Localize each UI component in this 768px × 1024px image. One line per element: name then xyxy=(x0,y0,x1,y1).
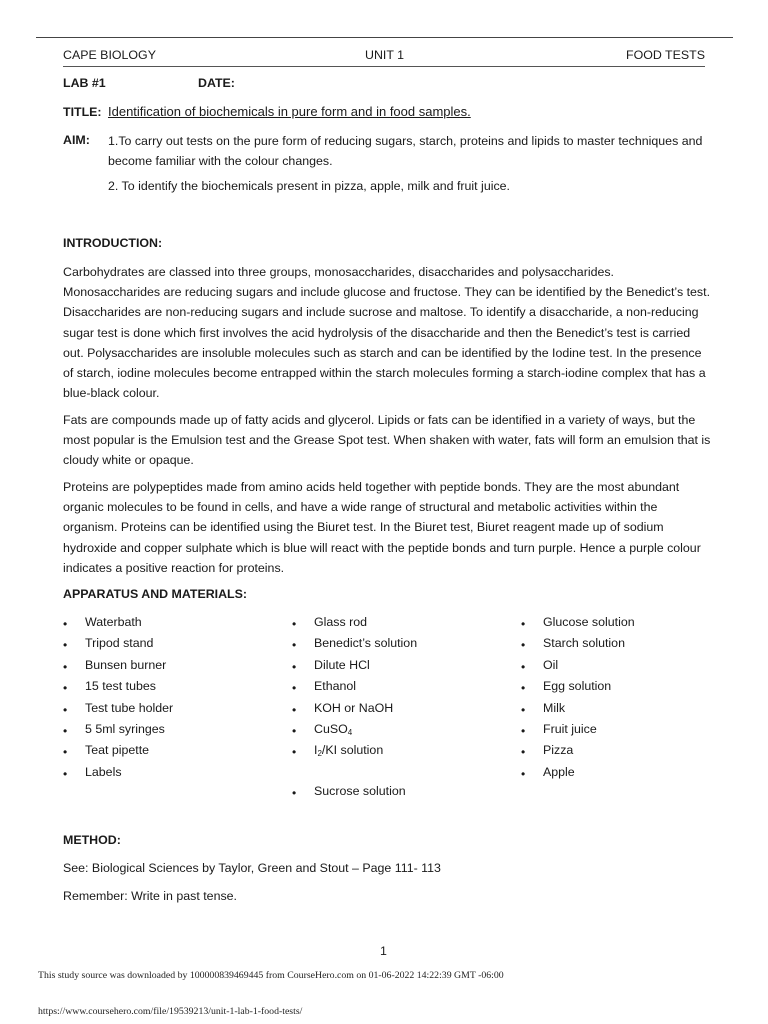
cuso4-subscript: 4 xyxy=(347,727,353,737)
list-item-label: Ethanol xyxy=(314,679,357,694)
list-item-label: Starch solution xyxy=(543,636,625,651)
list-item xyxy=(63,676,173,697)
bullet: • xyxy=(521,702,526,717)
list-item-label: Test tube holder xyxy=(85,700,174,715)
list-item xyxy=(521,612,635,633)
list-item xyxy=(292,740,417,761)
list-item xyxy=(63,655,173,676)
list-item xyxy=(63,633,173,654)
introduction-heading: INTRODUCTION: xyxy=(63,236,163,250)
method-reminder: Remember: Write in past tense. xyxy=(63,889,237,903)
list-item xyxy=(292,698,417,719)
bullet: • xyxy=(521,766,526,781)
bullet: • xyxy=(521,745,526,760)
list-item-label: Labels xyxy=(85,764,122,779)
intro-paragraph-carbohydrates: Carbohydrates are classed into three groups, monosaccharides, disaccharides and polysaccharides. Monosaccharides are reducing sugars and include glucose and fructose. They can be identified by the Benedict’s test. Disaccharides are non-reducing sugars and include sucrose and maltose. To identify a disaccharide, a non-reducing sugar test is done which first involves the acid hydrolysis of the disaccharide and then the Benedict’s test is carried out. Polysaccharides are insoluble molecules such as starch and can be identified by the Iodine test. In the presence of starch, iodine molecules become entrapped within the starch molecules forming a starch-iodine complex that has a blue-black colour. xyxy=(63,265,711,401)
bullet: • xyxy=(63,702,68,717)
bullet: • xyxy=(292,723,297,738)
list-item xyxy=(521,698,635,719)
bullet: • xyxy=(63,745,68,760)
bullet: • xyxy=(63,638,68,653)
list-item-label: Waterbath xyxy=(85,615,142,629)
bullet: • xyxy=(292,681,297,696)
list-item-label: Bunsen burner xyxy=(85,657,167,672)
intro-paragraph-fats: Fats are compounds made up of fatty acids and glycerol. Lipids or fats can be identified in a variety of ways, but the most popular is the Emulsion test and the Grease Spot test. When shaken with water, fats will form an emulsion that is cloudy white or opaque. xyxy=(63,413,711,468)
list-item xyxy=(521,762,635,783)
list-item-label: Teat pipette xyxy=(85,743,150,758)
list-item-label: Pizza xyxy=(543,743,574,758)
list-item-label: Benedict’s solution xyxy=(314,636,418,651)
list-item-label: Apple xyxy=(543,764,575,779)
list-item-label: Glucose solution xyxy=(543,615,635,629)
list-item-label xyxy=(314,722,352,736)
list-item xyxy=(63,740,173,761)
list-item-label: Glass rod xyxy=(314,615,368,629)
apparatus-list-col2 xyxy=(292,612,417,803)
apparatus-list-col3 xyxy=(521,612,635,783)
aim-label: AIM: xyxy=(63,133,90,147)
list-item-label: KOH or NaOH xyxy=(314,700,394,715)
list-item xyxy=(292,633,417,654)
list-item-label: Sucrose solution xyxy=(314,784,406,799)
intro-paragraph-proteins: Proteins are polypeptides made from amino acids held together with peptide bonds. They are the most abundant organic molecules to be found in cells, and have a wide range of structural and metabolic activities within the organism. Proteins can be identified using the Biuret test. In the Biuret test, Biuret reagent made up of sodium hydroxide and copper sulphate which is blue will react with the peptide bonds and turn purple. Hence a purple colour indicates a positive reaction for proteins. xyxy=(63,480,701,575)
page-header xyxy=(63,48,705,67)
bullet: • xyxy=(63,766,68,781)
iki-pre: I xyxy=(314,743,318,758)
bullet: • xyxy=(521,638,526,653)
list-item-label: 5 5ml syringes xyxy=(85,721,165,736)
bullet: • xyxy=(292,638,297,653)
bullet: • xyxy=(63,723,68,738)
list-item-label xyxy=(314,743,383,757)
list-item xyxy=(521,655,635,676)
list-item-spacer xyxy=(292,762,417,783)
iki-post: /KI solution xyxy=(321,743,384,758)
bullet: • xyxy=(292,659,297,674)
bullet: • xyxy=(63,659,68,674)
list-item-label: Dilute HCl xyxy=(314,657,370,672)
bullet: • xyxy=(521,681,526,696)
list-item xyxy=(292,781,417,802)
top-rule xyxy=(36,37,733,38)
list-item-label: Milk xyxy=(543,700,566,715)
list-item xyxy=(292,676,417,697)
list-item-label: Egg solution xyxy=(543,679,612,694)
bullet: • xyxy=(521,723,526,738)
bullet: • xyxy=(292,786,297,801)
lab-title-text: Identification of biochemicals in pure form and in food samples. xyxy=(108,104,471,119)
apparatus-list-col1 xyxy=(63,612,173,783)
header-unit: UNIT 1 xyxy=(365,48,405,62)
list-item-label: 15 test tubes xyxy=(85,679,156,694)
bullet: • xyxy=(292,745,297,760)
method-reference: See: Biological Sciences by Taylor, Green and Stout – Page 111- 113 xyxy=(63,861,441,875)
bullet: • xyxy=(63,617,68,631)
bullet: • xyxy=(292,702,297,717)
header-topic: FOOD TESTS xyxy=(626,48,705,62)
list-item xyxy=(292,612,417,633)
list-item xyxy=(521,740,635,761)
bullet: • xyxy=(63,681,68,696)
list-item xyxy=(521,719,635,740)
list-item xyxy=(292,655,417,676)
list-item xyxy=(63,698,173,719)
lab-title xyxy=(108,104,471,119)
list-item xyxy=(63,762,173,783)
aim-item-1: 1.To carry out tests on the pure form of reducing sugars, starch, proteins and lipids to master techniques and become familiar with the colour changes. xyxy=(108,134,703,168)
list-item xyxy=(521,633,635,654)
list-item-label: Tripod stand xyxy=(85,636,154,651)
list-item-label: Fruit juice xyxy=(543,721,597,736)
list-item xyxy=(63,719,173,740)
list-item xyxy=(521,676,635,697)
bullet: • xyxy=(521,617,526,631)
list-item xyxy=(292,719,417,740)
footer-url[interactable]: https://www.coursehero.com/file/19539213/unit-1-lab-1-food-tests/ xyxy=(38,1006,303,1017)
bullet: • xyxy=(521,659,526,674)
footer-source-note: This study source was downloaded by 100000839469445 from CourseHero.com on 01-06-2022 14:22:39 GMT -06:00 xyxy=(38,970,504,981)
header-course: CAPE BIOLOGY xyxy=(63,48,156,62)
iki-subscript: 2 xyxy=(317,749,322,759)
page-number: 1 xyxy=(380,944,387,958)
title-label: TITLE: xyxy=(63,105,102,119)
lab-number: LAB #1 xyxy=(63,76,106,90)
date-label: DATE: xyxy=(198,76,235,90)
cuso4-main: CuSO xyxy=(314,721,348,736)
bullet: • xyxy=(292,617,297,631)
apparatus-heading: APPARATUS AND MATERIALS: xyxy=(63,587,248,601)
list-item-label: Oil xyxy=(543,657,559,672)
list-item xyxy=(63,612,173,633)
method-heading: METHOD: xyxy=(63,833,121,847)
aim-item-2: 2. To identify the biochemicals present in pizza, apple, milk and fruit juice. xyxy=(108,179,510,193)
